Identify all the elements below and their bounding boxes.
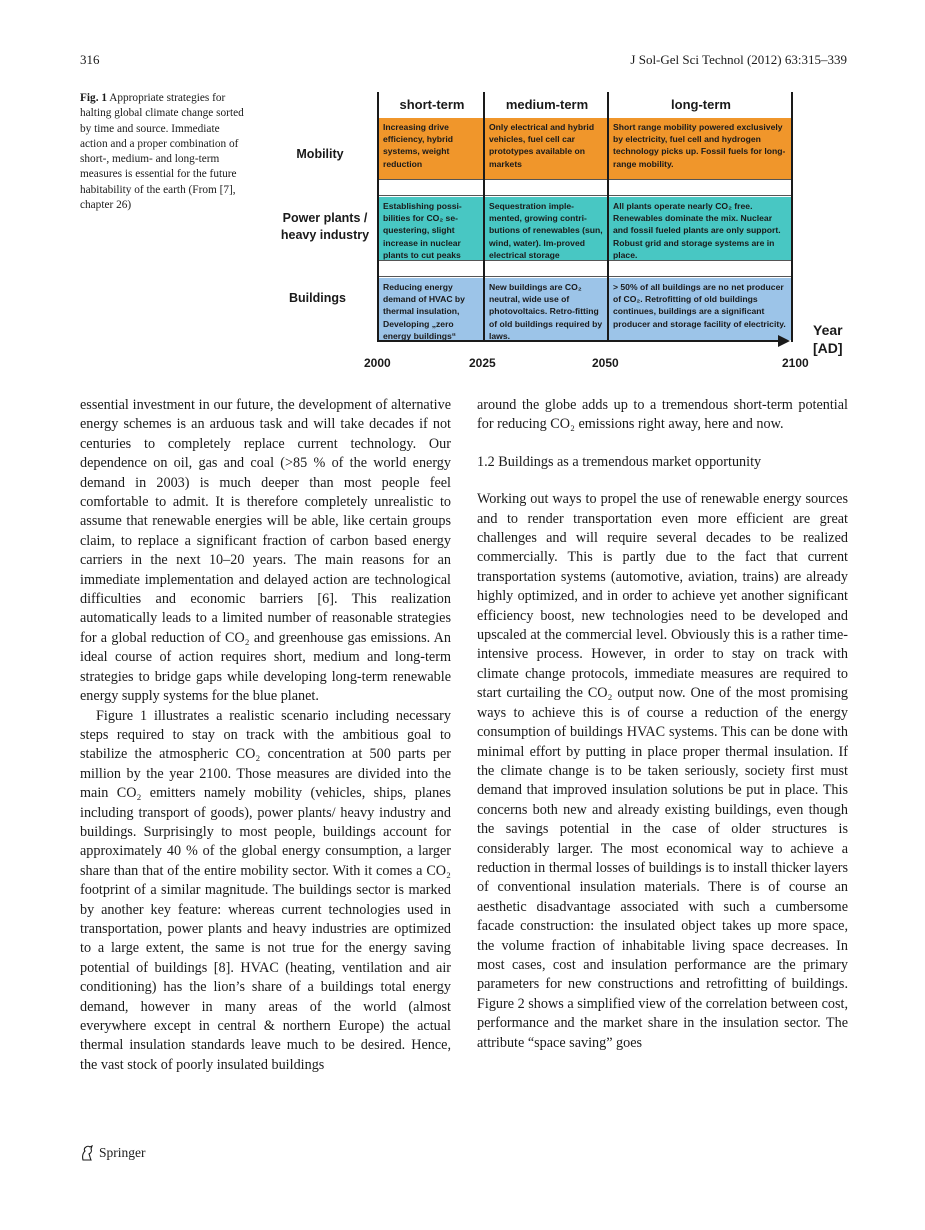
cell-power-long: All plants operate nearly CO₂ free. Renewables dominate the mix. Nuclear and fossil fueled plants are only support. Robust grid and storage systems are in place. (609, 197, 792, 260)
phase-medium-term: medium-term (505, 97, 589, 112)
axis-title (813, 321, 843, 357)
separator-2025 (483, 92, 485, 342)
figure-caption-text: Appropriate strategies for halting global climate change sorted by time and source. Immediate action and a proper combination of short-, medium- and long-term measures is essential for the future habitability of the earth (From [7], chapter 26) (80, 92, 244, 212)
cell-buildings-medium: New buildings are CO₂ neutral, wide use of photovoltaics. Retro-fitting of old buildings required by laws. (485, 278, 608, 340)
figure-1 (270, 90, 860, 380)
row-label-power-plants: Power plants / heavy industry (280, 211, 370, 242)
separator-2050 (607, 92, 609, 342)
springer-horse-icon (80, 1145, 94, 1161)
figure-caption (80, 91, 245, 213)
cell-power-short: Establishing possi-bilities for CO₂ se-questering, slight increase in nuclear plants to cut peaks (379, 197, 484, 260)
separator-2100 (791, 92, 793, 342)
axis-tick-2000: 2000 (364, 356, 391, 370)
separator-2000 (377, 92, 379, 342)
journal-citation: J Sol-Gel Sci Technol (2012) 63:315–339 (630, 52, 847, 67)
time-axis-line (378, 340, 780, 342)
phase-short-term: short-term (399, 97, 465, 112)
axis-tick-2025: 2025 (469, 356, 496, 370)
right-column (477, 396, 848, 1053)
spacer-band (378, 260, 792, 277)
section-heading: 1.2 Buildings as a tremendous market opportunity (477, 453, 762, 470)
cell-buildings-long: > 50% of all buildings are no net producer of CO₂. Retrofitting of old buildings continues, buildings are a significant producer and storage facility of electricity. (609, 278, 792, 340)
cell-mobility-long: Short range mobility powered exclusively by electricity, fuel cell and hydrogen technology picks up. Fossil fuels for long-range mobility. (609, 118, 792, 179)
publisher-footer (80, 1145, 146, 1161)
spacer-band (378, 179, 792, 196)
cell-mobility-medium: Only electrical and hybrid vehicles, fuel cell car prototypes available on markets (485, 118, 608, 179)
axis-tick-2100: 2100 (782, 356, 809, 370)
paragraph: Working out ways to propel the use of renewable energy sources and to render transportation even more efficient are great challenges and will require several decades to be realized commercially. This is partly due to the fact that current transportation systems (automotive, aviation, trains) are already highly optimized, and in order to achieve yet another significant efficiency boost, new technologies need to be developed and upscaled at the commercial level. Obviously this is a rather time-intensive process. However, in order to stay on track with climate change protocols, immediate measures are required to start curtailing the CO₂ output now. One of the most promising ways to achieve this is of course a reduction of the energy consumption of buildings HVAC systems. This can be done with minimal effort by putting in place proper thermal insulation. If the climate change is to be taken seriously, society first must demand that improved insulation solutions be put in place. This concerns both new and already existing buildings, even though the savings potential in the case of older structures is considerably larger. The most economical way to achieve a reduction in thermal losses of buildings is to install thicker layers of conventional insulation materials. There is of course an aesthetic disadvantage associated with such a cumbersome facade construction: the insulated object takes up more space, the volume fraction of inhabitable living space decreases. In most cases, cost and insulation performance are the primary parameters for new constructions and retrofitting of buildings. Figure 2 shows a simplified view of the correlation between cost, performance and the market share in the insulation sector. The attribute “space saving” goes (477, 491, 848, 1051)
row-label-mobility: Mobility (296, 147, 344, 161)
cell-power-medium: Sequestration imple-mented, growing contri-butions of renewables (sun, wind, water). Im-proved electrical storage (485, 197, 608, 260)
paragraph: essential investment in our future, the development of alternative energy schemes is an arduous task and will take decades if not centuries to completely replace current technology. Our dependence on oil, gas and coal (>85 % of the world energy demand in 2003) is much deeper than most people feel comfortable to admit. It is therefore completely unrealistic to assume that renewable energies will be able, like certain groups claim, to replace a significant fraction of carbon based energy carriers in the next 10–20 years. The main reasons for an immediate implementation and delayed action are technological difficulties and economic barriers [6]. This realization automatically leads to a limited number of reasonable strategies for a global reduction of CO₂ and greenhouse gas emissions. An ideal course of action requires short, medium and long-term strategies to bridge gaps while developing long-term renewable energy supply systems for the blue planet. (80, 397, 451, 705)
phase-long-term: long-term (671, 97, 731, 112)
time-axis-arrow-icon (778, 335, 790, 347)
paragraph: around the globe adds up to a tremendous short-term potential for reducing CO₂ emissions right away, here and now. (477, 397, 848, 433)
cell-buildings-short: Reducing energy demand of HVAC by thermal insulation, Developing „zero energy buildings“ (379, 278, 484, 340)
axis-title-line-1: Year (813, 322, 843, 338)
figure-caption-label: Fig. 1 (80, 92, 107, 104)
axis-title-line-2: [AD] (813, 340, 843, 356)
row-label-buildings: Buildings (289, 291, 346, 305)
paragraph: Figure 1 illustrates a realistic scenario including necessary steps required to stay on track with the ambitious goal to stabilize the atmospheric CO₂ concentration at 500 parts per million by the year 2100. Those measures are divided into the main CO₂ emitters namely mobility (vehicles, ships, planes including transport of goods), power plants/ heavy industry and buildings. Surprisingly to most people, buildings account for approximately 40 % of the global energy consumption, a larger share than that of the entire mobility sector. With it comes a CO₂ footprint of a similar magnitude. The buildings sector is marked by another key feature: whereas current technologies used in transportation, power plants and heavy industries are optimized to a large extent, the same is not true for the energy saving potential of buildings [8]. HVAC (heating, ventilation and air conditioning) has the lion’s share of a buildings total energy demand, however in many areas of the world (almost everywhere except in central & northern Europe) the actual thermal insulation standards leave much to be desired. Hence, the vast stock of poorly insulated buildings (80, 707, 451, 1073)
axis-tick-2050: 2050 (592, 356, 619, 370)
left-column (80, 396, 451, 1075)
page-number: 316 (80, 52, 100, 67)
publisher-name: Springer (99, 1145, 146, 1160)
cell-mobility-short: Increasing drive efficiency, hybrid systems, weight reduction (379, 118, 484, 179)
